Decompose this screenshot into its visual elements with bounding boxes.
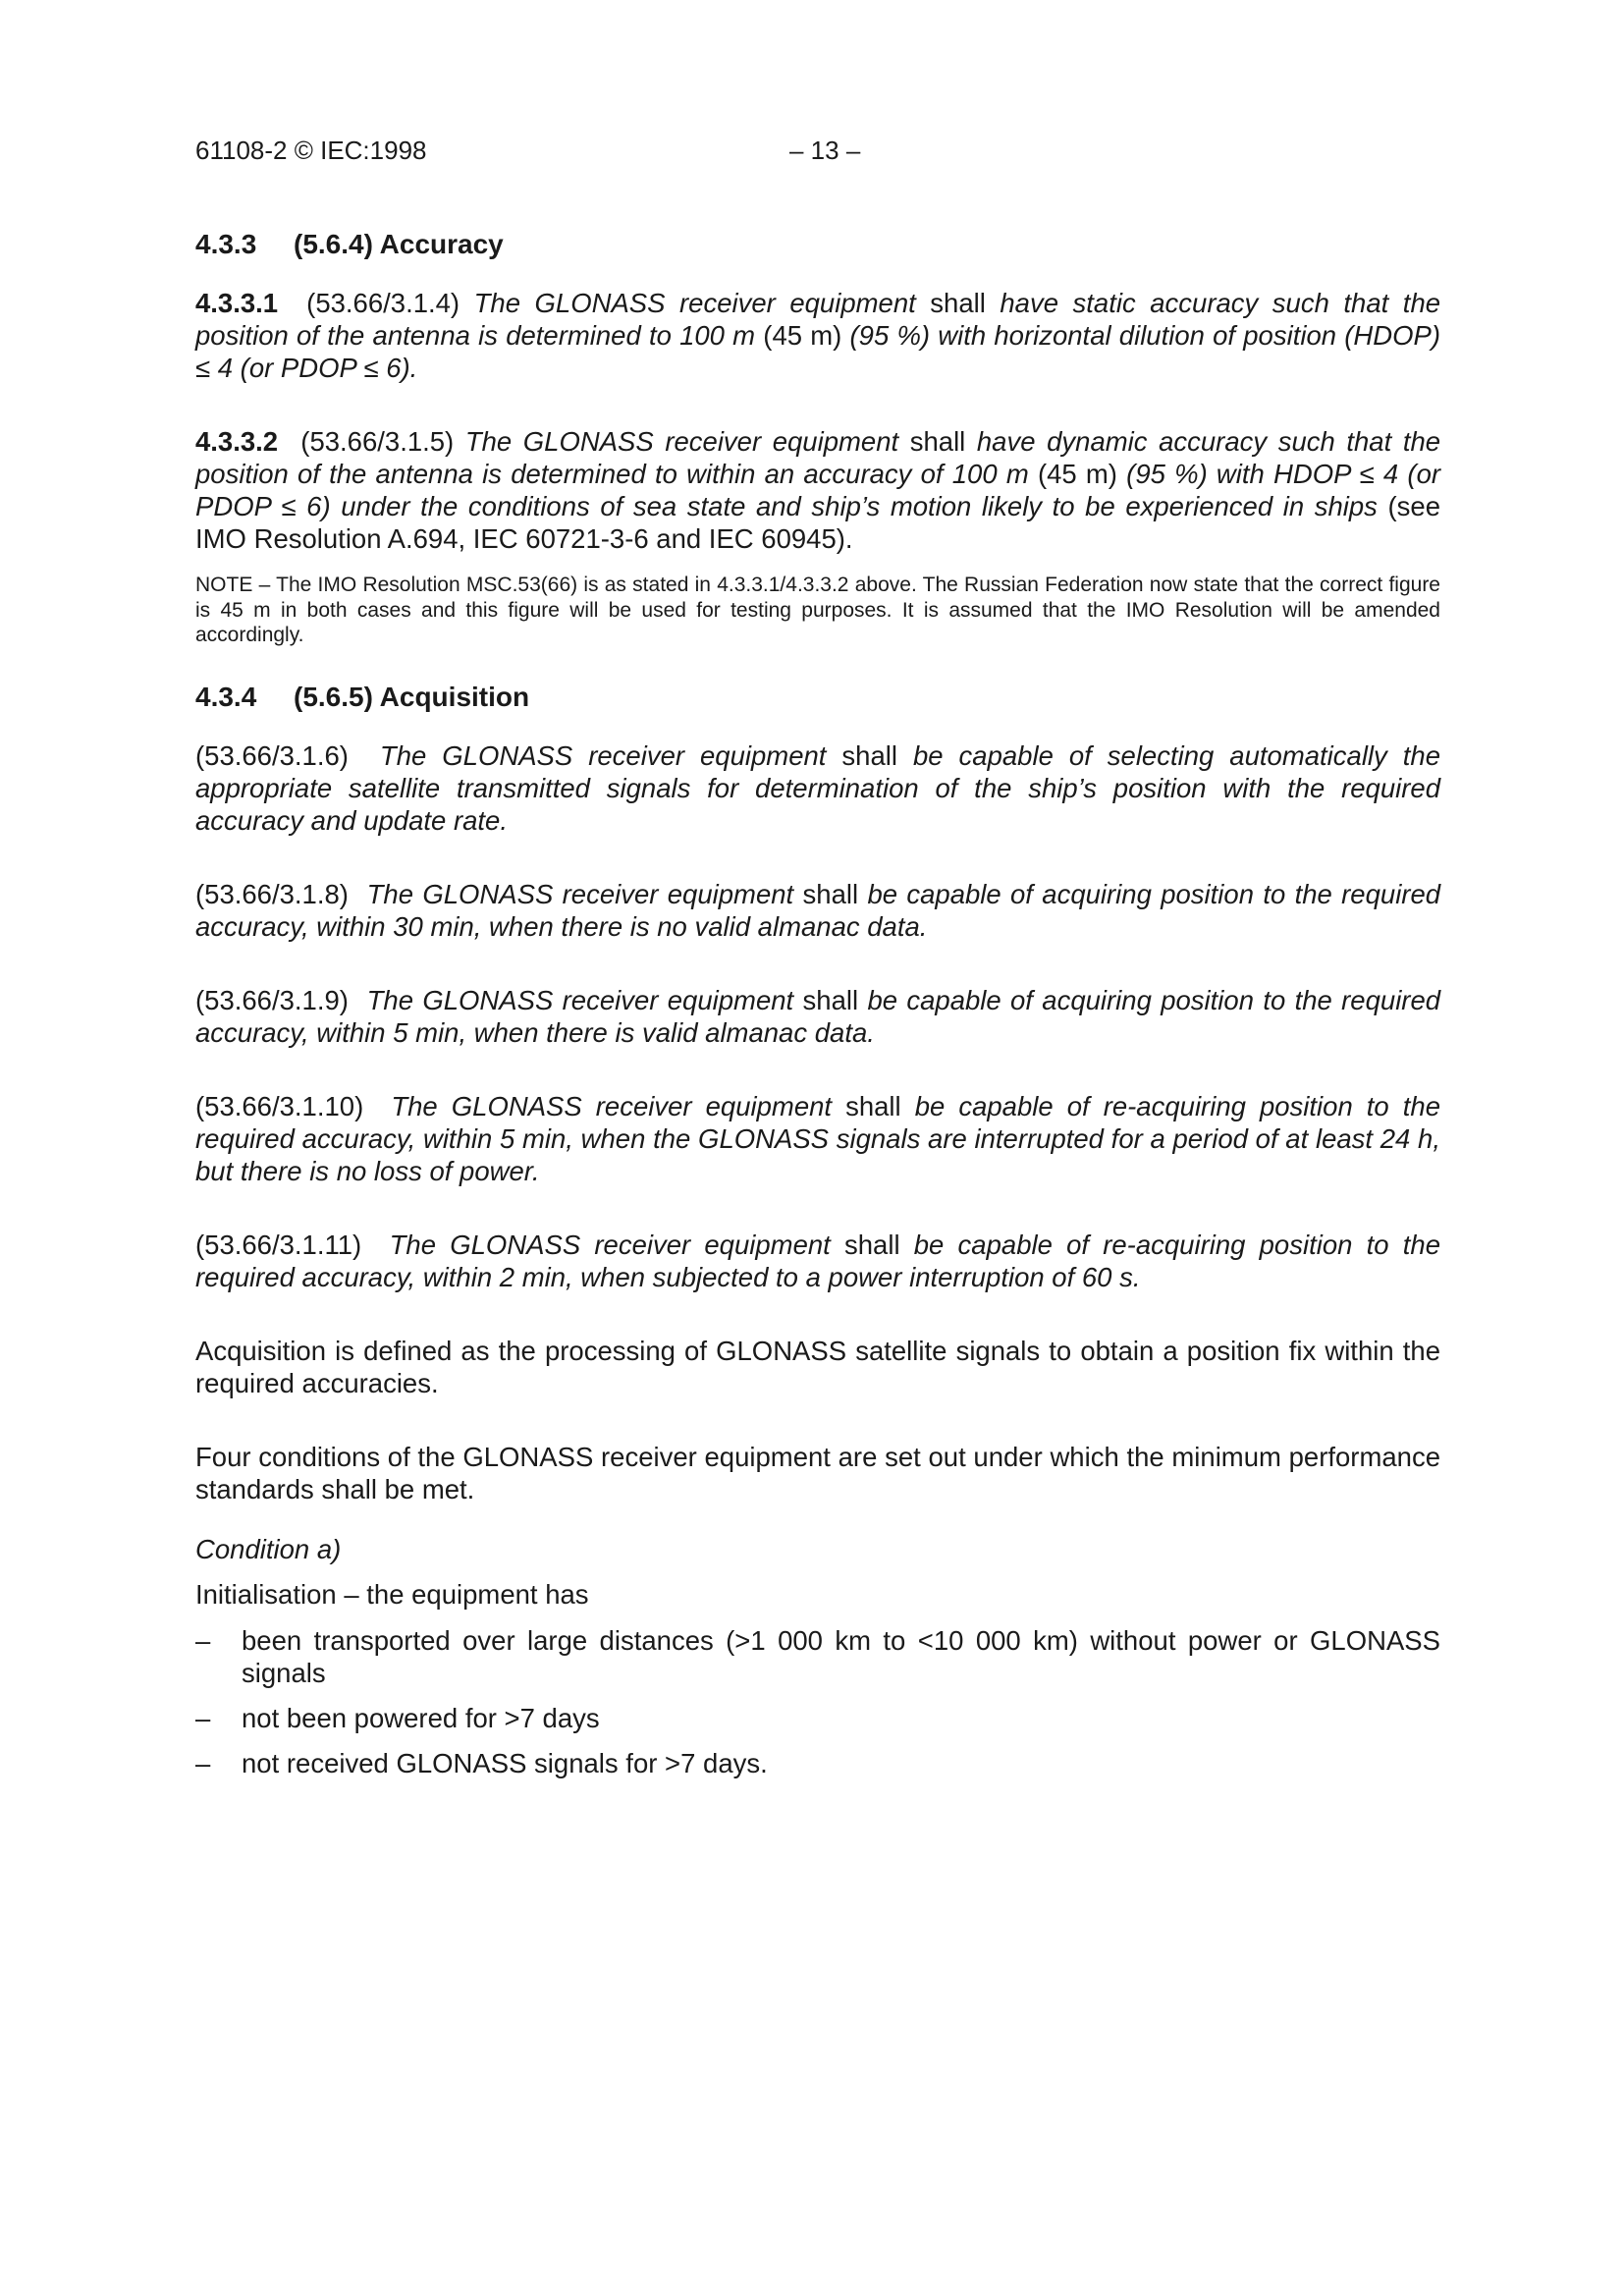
paragraph-acquisition-definition: Acquisition is defined as the processing of GLONASS satellite signals to obtain a position fix within the required accuracies. [195,1335,1440,1398]
dash-marker: – [195,1747,211,1778]
list-item-text: been transported over large distances (>1 000 km to <10 000 km) without power or GLONASS signals [242,1624,1440,1688]
requirement-ref: (53.66/3.1.11) [195,1229,362,1260]
list-item-text: not received GLONASS signals for >7 days. [242,1747,768,1778]
requirement-shall: shall [802,984,859,1015]
dash-marker: – [195,1702,211,1733]
clause-text: (95 %) with horizontal dilution of position (HDOP) ≤ 4 (or PDOP ≤ 6). [195,320,1441,383]
list-item [195,1702,1440,1734]
clause-text: The GLONASS receiver equipment [473,288,916,318]
heading-4-3-4 [195,681,1440,713]
requirement-ref: (53.66/3.1.6) [195,739,349,771]
clause-ref: (53.66/3.1.5) [300,426,455,457]
requirement-text: The GLONASS receiver equipment [391,1090,833,1121]
requirement-ref: (53.66/3.1.8) [195,878,349,909]
requirement-text: be capable of acquiring position to the required accuracy, within 30 min, when there is no valid almanac data. [195,878,1441,942]
clause-text: The GLONASS receiver equipment [464,426,899,457]
heading-4-3-3 [195,228,1440,260]
clause-shall: shall [930,288,986,318]
clause-4-3-3-2 [195,425,1440,555]
requirement-text: The GLONASS receiver equipment [389,1229,831,1260]
document-reference: 61108-2 © IEC:1998 [195,136,427,165]
clause-text: have static accuracy such that the position of the antenna is determined to 100 m [195,288,1441,351]
requirement-3-1-8 [195,878,1440,943]
requirement-3-1-11 [195,1229,1440,1293]
requirement-3-1-6 [195,739,1440,837]
requirement-text: be capable of re-acquiring position to the required accuracy, within 2 min, when subjected to a power interruption of 60 s. [195,1229,1440,1292]
requirement-text: be capable of selecting automatically the appropriate satellite transmitted signals for determination of the ship’s position with the required accuracy and update rate. [195,739,1440,836]
requirement-ref: (53.66/3.1.9) [195,984,349,1015]
requirement-shall: shall [844,1229,900,1260]
clause-ref: (53.66/3.1.4) [306,288,460,318]
document-body [195,228,1440,1792]
heading-number: 4.3.3 [195,229,257,259]
note: NOTE – The IMO Resolution MSC.53(66) is as stated in 4.3.3.1/4.3.3.2 above. The Russian Federation now state that the correct figure is 45 m in both cases and this figure will be used for testing purposes. It is assumed that the IMO Resolution will be amended accordingly. [195,574,1440,646]
condition-a-intro: Initialisation – the equipment has [195,1578,589,1610]
list-item [195,1747,1440,1779]
list-item-text: not been powered for >7 days [242,1702,600,1733]
clause-value: (45 m) [1037,459,1117,489]
condition-a-list [195,1624,1440,1779]
requirement-text: The GLONASS receiver equipment [379,739,827,771]
clause-value: (see IMO Resolution A.694, IEC 60721-3-6 and IEC 60945). [195,491,1440,554]
heading-title: (5.6.4) Accuracy [294,229,504,259]
requirement-shall: shall [845,1090,901,1121]
requirement-shall: shall [802,878,859,909]
paragraph-conditions: Four conditions of the GLONASS receiver equipment are set out under which the minimum performance standards shall be met. [195,1441,1440,1504]
requirement-text: The GLONASS receiver equipment [366,984,794,1015]
clause-shall: shall [909,426,966,457]
requirement-3-1-9 [195,984,1440,1049]
requirement-3-1-10 [195,1090,1440,1187]
list-item [195,1624,1440,1689]
heading-title: (5.6.5) Acquisition [294,681,530,712]
clause-text: (95 %) with HDOP ≤ 4 (or PDOP ≤ 6) under the conditions of sea state and ship’s motion likely to be experienced in ships [195,459,1441,521]
heading-number: 4.3.4 [195,681,257,712]
requirement-text: be capable of re-acquiring position to the required accuracy, within 5 min, when the GLONASS signals are interrupted for a period of at least 24 h, but there is no loss of power. [195,1090,1440,1186]
requirement-text: be capable of acquiring position to the required accuracy, within 5 min, when there is valid almanac data. [195,984,1441,1048]
clause-4-3-3-1 [195,287,1440,384]
clause-number: 4.3.3.1 [195,288,279,318]
clause-text: have dynamic accuracy such that the position of the antenna is determined to within an accuracy of 100 m [195,426,1441,489]
dash-marker: – [195,1624,211,1656]
requirement-shall: shall [841,739,897,771]
condition-a-label: Condition a) [195,1533,342,1564]
requirement-text: The GLONASS receiver equipment [366,878,794,909]
clause-value: (45 m) [763,320,842,351]
requirement-ref: (53.66/3.1.10) [195,1090,364,1121]
clause-number: 4.3.3.2 [195,426,279,457]
page-number: – 13 – [789,136,861,165]
